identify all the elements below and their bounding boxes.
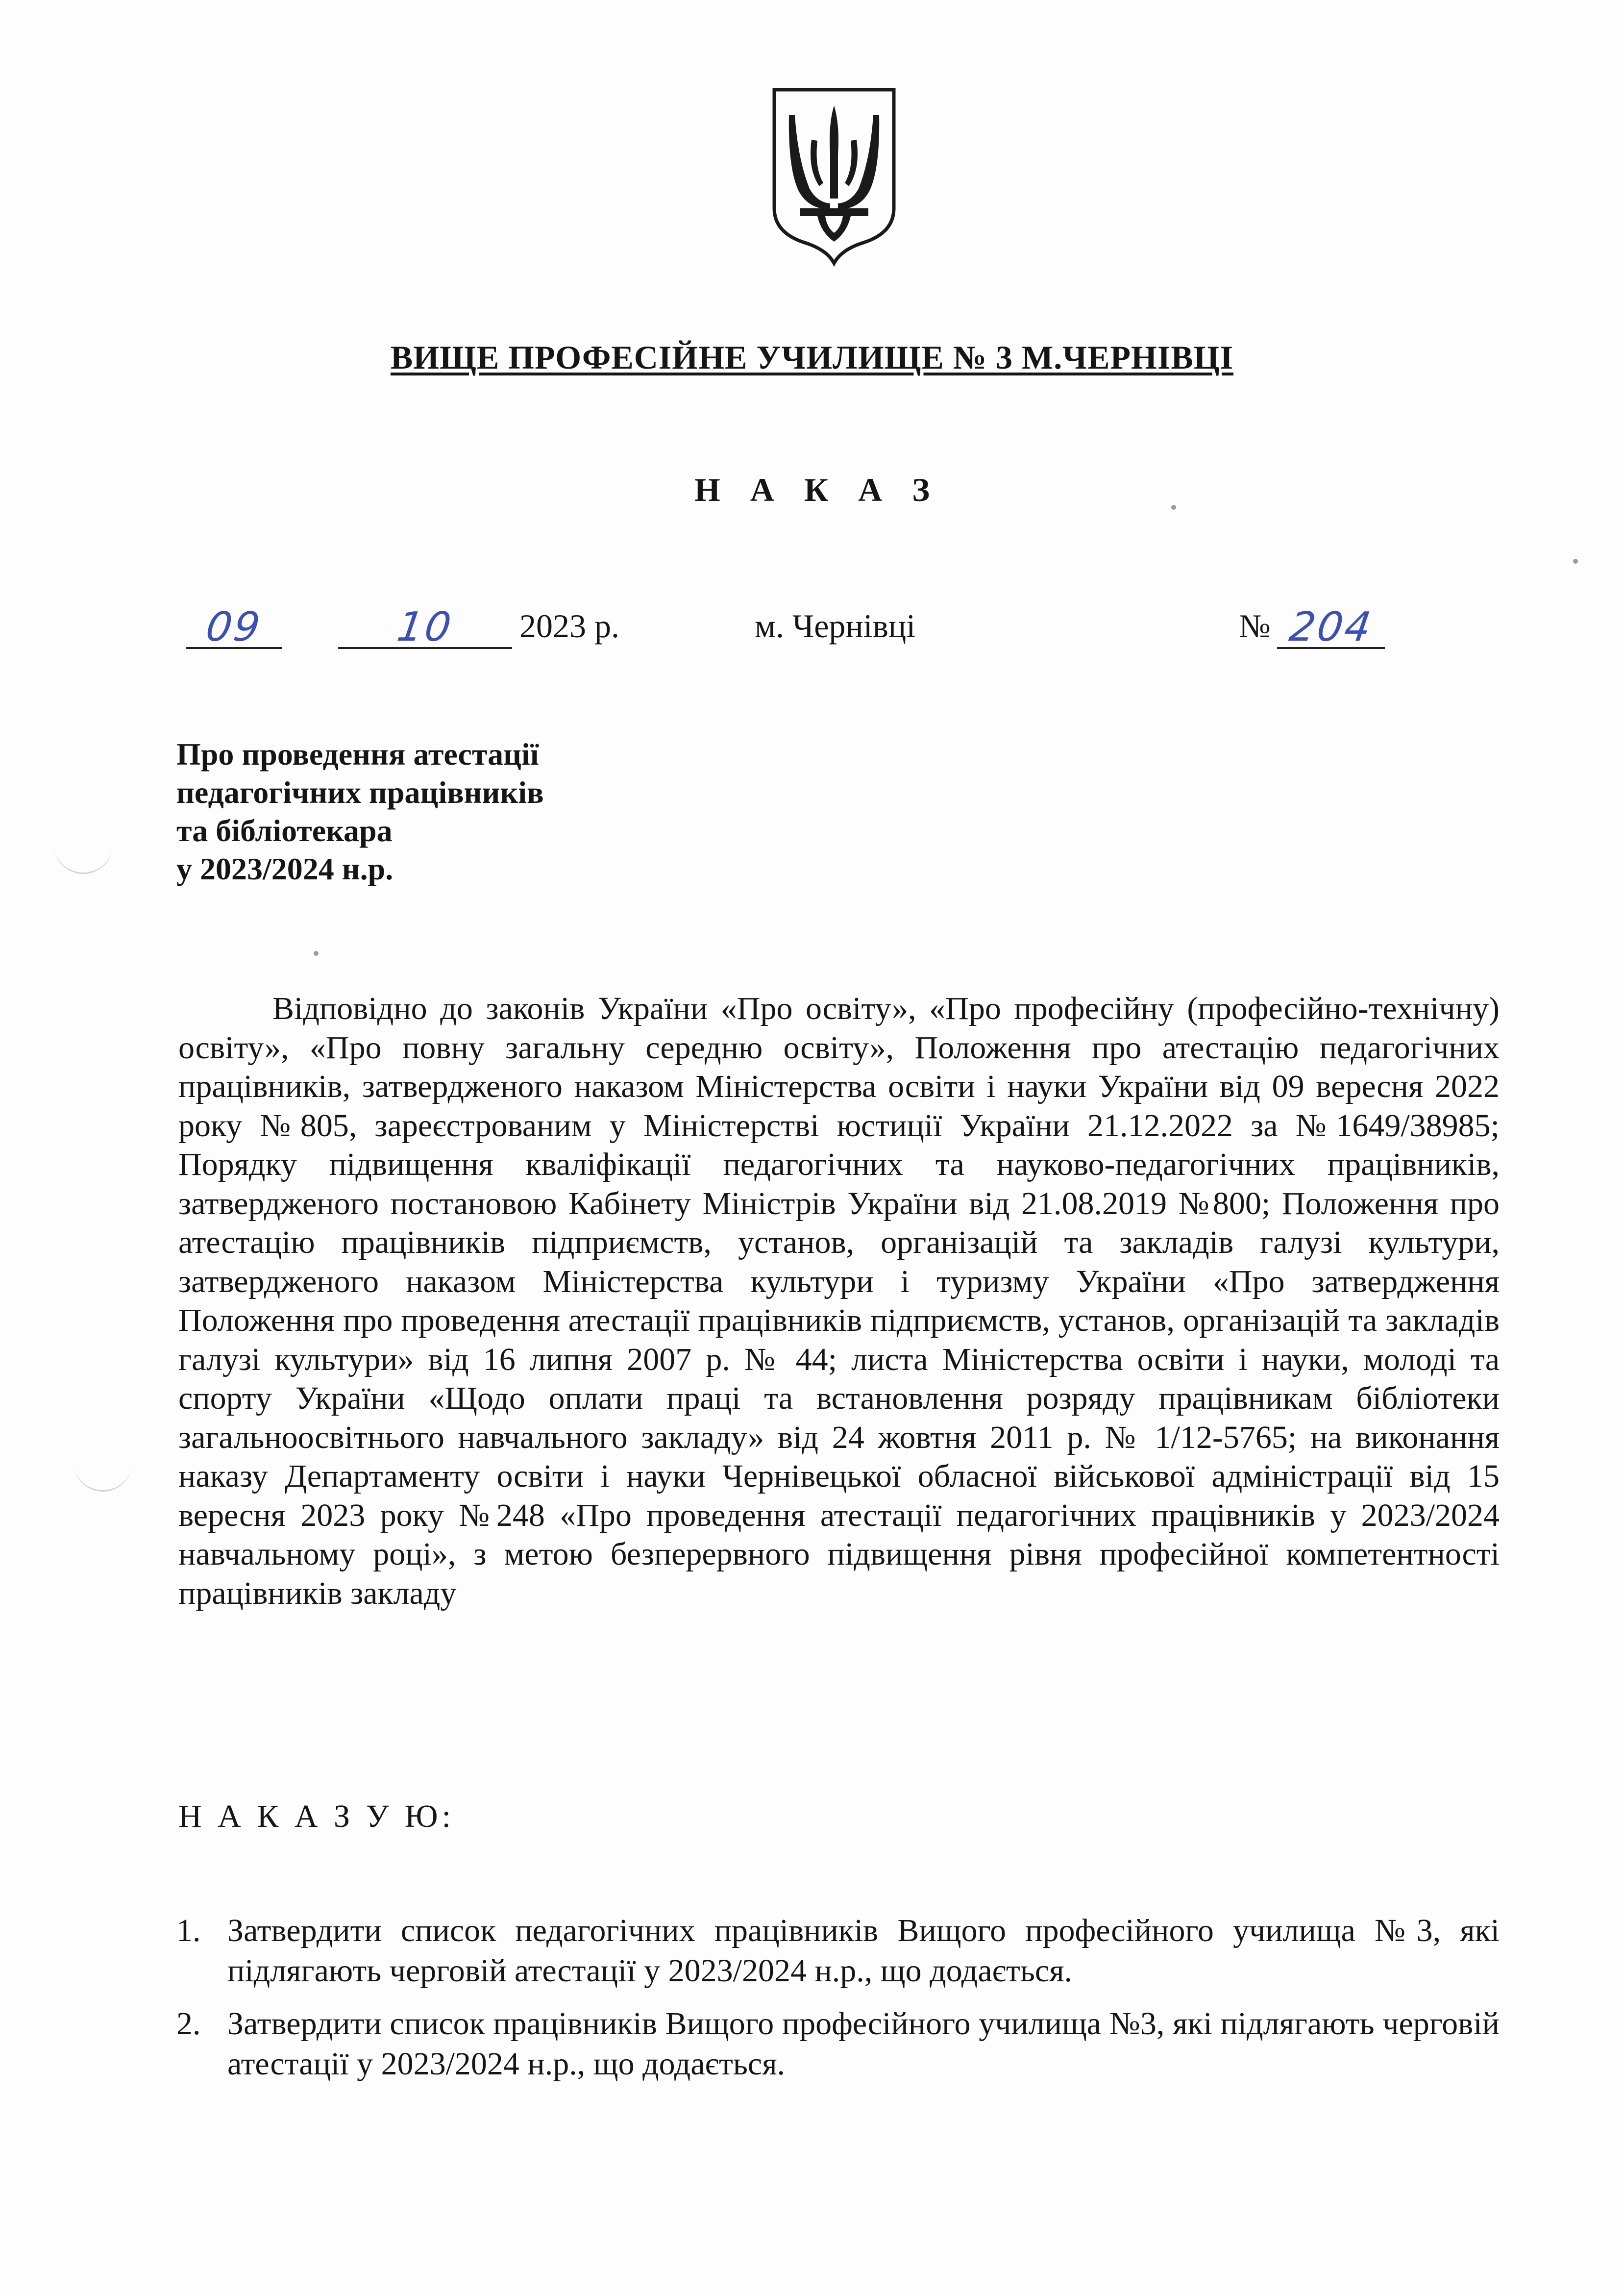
order-subject — [176, 735, 544, 888]
number-label: № — [1239, 607, 1271, 645]
punch-hole-mark — [74, 1461, 132, 1492]
preamble-paragraph: Відповідно до законів України «Про освіту», «Про професійну (професійно-технічну) освіту», «Про повну загальну середню освіту», Положення про атестацію педагогічних працівників, затвердженого наказом Міністерства освіти і науки України від 09 вересня 2022 року №805, зареєстрованим у Міністерстві юстиції України 21.12.2022 за №1649/38985; Порядку підвищення кваліфікації педагогічних та науково-педагогічних працівників, затвердженого постановою Кабінету Міністрів України від 21.08.2019 №800; Положення про атестацію працівників підприємств, установ, організацій та закладів галузі культури, затвердженого наказом Міністерства культури і туризму України «Про затвердження Положення про проведення атестації працівників підприємств, установ, організацій та закладів галузі культури» від 16 липня 2007 р. № 44; листа Міністерства освіти і науки, молоді та спорту України «Щодо оплати праці та встановлення розряду працівникам бібліотеки загальноосвітнього навчального закладу» від 24 жовтня 2011 р. № 1/12-5765; на виконання наказу Департаменту освіти і науки Чернівецької обласної військової адміністрації від 15 вересня 2023 року №248 «Про проведення атестації педагогічних працівників у 2023/2024 навчальному році», з метою безперервного підвищення рівня професійної компетентності працівників закладу — [178, 991, 1500, 1611]
item-number: 1. — [176, 1913, 201, 1948]
institution-title: ВИЩЕ ПРОФЕСІЙНЕ УЧИЛИЩЕ № 3 М.ЧЕРНІВЦІ — [390, 339, 1234, 376]
item-number: 2. — [176, 2006, 201, 2042]
year-text: 2023 р. — [519, 607, 619, 645]
punch-hole-mark — [54, 843, 113, 874]
city-text: м. Чернівці — [755, 607, 916, 645]
document-type-heading: Н А К А З — [694, 471, 941, 508]
month-handwritten: 10 — [394, 604, 456, 650]
trident-coat-of-arms-icon — [770, 86, 898, 267]
day-field — [186, 604, 282, 650]
item-text: Затвердити список працівників Вищого професійного училища №3, які підлягають черговій атестації у 2023/2024 н.р., що додається. — [227, 2006, 1500, 2082]
subject-line: у 2023/2024 н.р. — [176, 851, 394, 886]
number-field — [1277, 604, 1385, 650]
order-directive-heading: Н А К А З У Ю: — [178, 1798, 455, 1834]
number-handwritten: 204 — [1286, 604, 1376, 650]
list-item — [176, 2004, 1500, 2084]
scan-speck — [1171, 505, 1176, 510]
subject-line: та бібліотекара — [176, 813, 393, 848]
subject-line: Про проведення атестації — [176, 737, 539, 772]
subject-line: педагогічних працівників — [176, 775, 544, 810]
day-handwritten: 09 — [203, 604, 265, 650]
month-field — [338, 604, 512, 650]
scan-speck — [1573, 559, 1578, 564]
list-item — [176, 1911, 1500, 1991]
item-text: Затвердити список педагогічних працівників Вищого професійного училища №3, які підлягають черговій атестації у 2023/2024 н.р., що додається. — [227, 1913, 1500, 1989]
scan-speck — [314, 951, 319, 956]
order-items-list — [176, 1911, 1500, 2097]
